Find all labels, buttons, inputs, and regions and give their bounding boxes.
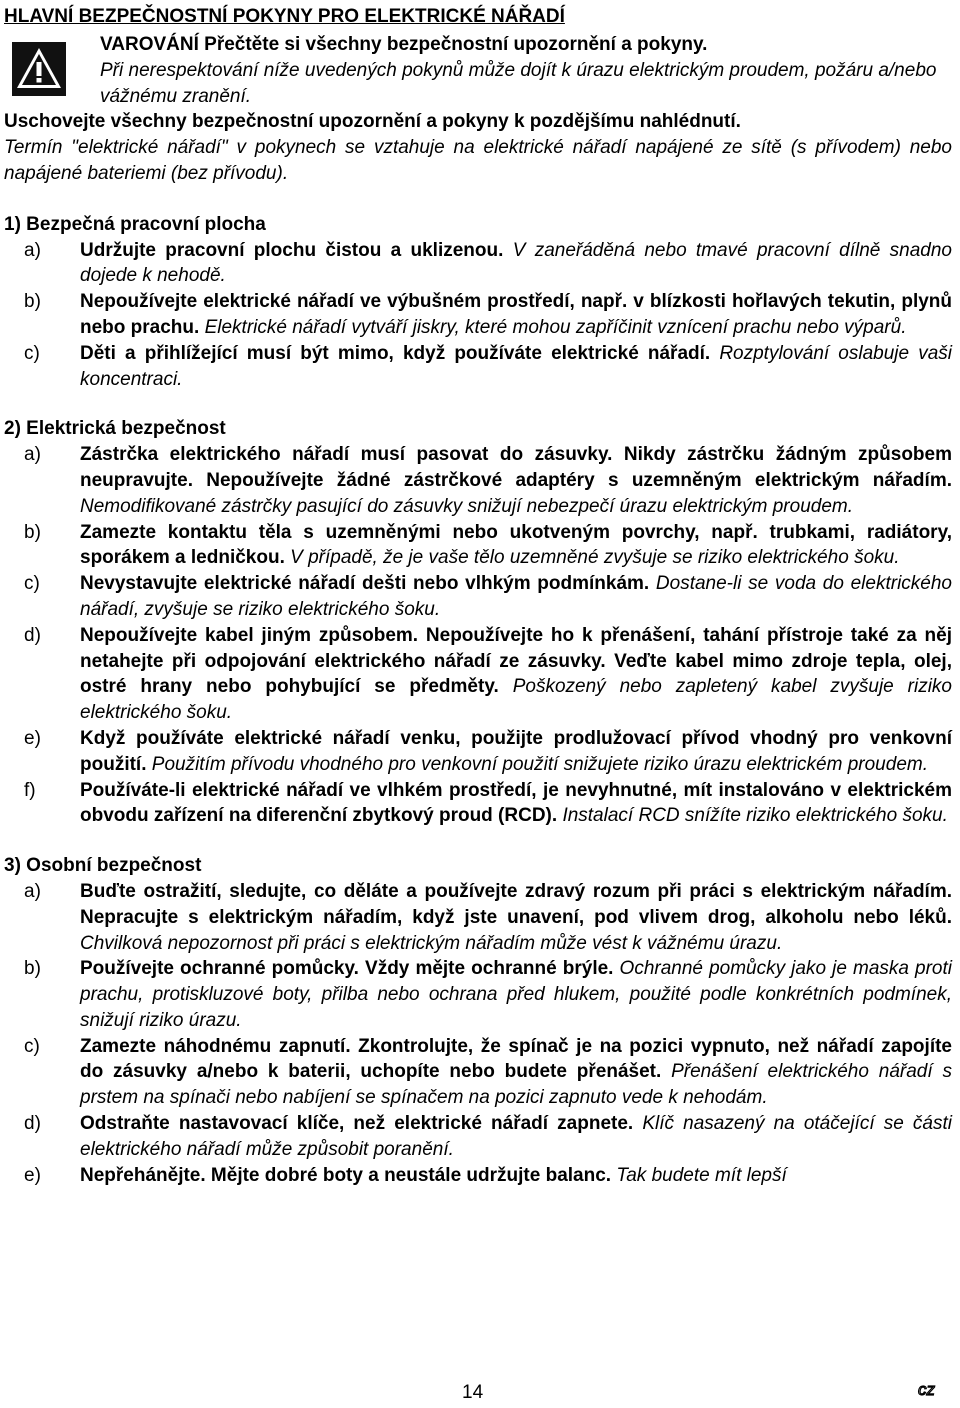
item-explanation: V případě, že je vaše tělo uzemněné zvyšuje se riziko elektrického šoku. bbox=[290, 547, 900, 569]
item-explanation: Instalací RCD snížíte riziko elektrického šoku. bbox=[562, 805, 948, 827]
section-personal-safety bbox=[4, 853, 952, 1188]
item-explanation: Elektrické nářadí vytváří jiskry, které mohou zapříčinit vznícení prachu nebo výparů. bbox=[204, 316, 907, 338]
section-electrical-safety bbox=[4, 416, 952, 829]
language-code-text: cz bbox=[918, 1380, 935, 1399]
item-explanation: Klíč nasazený na otáčející se části elektrického nářadí může způsobit poranění. bbox=[80, 1113, 952, 1160]
page-title: HLAVNÍ BEZPEČNOSTNÍ POKYNY PRO ELEKTRICKÉ NÁŘADÍ bbox=[4, 6, 565, 27]
list-item bbox=[4, 956, 952, 1033]
list-item bbox=[4, 1034, 952, 1111]
term-definition-note: Termín "elektrické nářadí" v pokynech se vztahuje na elektrické nářadí napájené ze sítě (s přívodem) nebo napájené bateriemi (bez přívodu). bbox=[4, 137, 952, 184]
item-instruction: Nepoužívejte kabel jiným způsobem. Nepoužívejte ho k přenášení, tahání přístroje také za něj netahejte při odpojování elektrického nářadí ze zásuvky. Veďte kabel mimo zdroje tepla, olej, ostré hrany nebo pohybující se předměty. bbox=[80, 624, 952, 698]
section-title: 3) Osobní bezpečnost bbox=[4, 855, 202, 877]
item-explanation: Rozptylování oslabuje vaši koncentraci. bbox=[80, 342, 952, 390]
item-explanation: Ochranné pomůcky jako je maska proti prachu, protiskluzové boty, přilba nebo ochrana před hlukem, použité podle konkrétních podmínek, snižují riziko úrazu. bbox=[80, 958, 952, 1031]
section-work-area bbox=[4, 212, 952, 393]
section-title: 2) Elektrická bezpečnost bbox=[4, 418, 226, 440]
item-explanation: Tak budete mít lepší bbox=[616, 1164, 787, 1186]
item-instruction: Používejte ochranné pomůcky. Vždy mějte ochranné brýle. bbox=[80, 958, 614, 980]
item-label: b) bbox=[24, 521, 41, 543]
item-instruction: Buďte ostražití, sledujte, co děláte a používejte zdravý rozum při práci s elektrickým nářadím. Nepracujte s elektrickým nářadím, když jste unavení, pod vlivem drog, alkoholu nebo léků. bbox=[80, 880, 952, 928]
item-label: c) bbox=[24, 1035, 40, 1057]
list-item bbox=[4, 1111, 952, 1163]
warning-triangle-icon bbox=[12, 42, 66, 96]
item-label: d) bbox=[24, 624, 41, 646]
section-title: 1) Bezpečná pracovní plocha bbox=[4, 213, 266, 235]
list-item bbox=[4, 289, 952, 341]
item-explanation: Poškozený nebo zapletený kabel zvyšuje riziko elektrického šoku. bbox=[80, 676, 952, 724]
item-instruction: Zamezte náhodnému zapnutí. Zkontrolujte, že spínač je na pozici vypnuto, než nářadí zapojíte do zásuvky a/nebo k baterii, uchopíte nebo budete přenášet. bbox=[80, 1035, 952, 1083]
item-label: e) bbox=[24, 727, 41, 749]
item-label: b) bbox=[24, 958, 41, 980]
item-instruction: Když používáte elektrické nářadí venku, použijte prodlužovací přívod vhodný pro venkovní použití. bbox=[80, 727, 952, 775]
item-explanation: V zaneřáděná nebo tmavé pracovní dílně snadno dojede k nehodě. bbox=[80, 239, 952, 287]
item-explanation: Použitím přívodu vhodného pro venkovní použití snižujete riziko úrazu elektrickém proudem. bbox=[151, 753, 928, 775]
item-label: a) bbox=[24, 880, 41, 902]
item-instruction: Zamezte kontaktu těla s uzemněnými nebo ukotveným povrchy, např. trubkami, radiátory, sporákem a ledničkou. bbox=[80, 521, 952, 569]
item-label: f) bbox=[24, 779, 36, 801]
list-item bbox=[4, 879, 952, 956]
item-instruction: Nepřeháněјte. Mějte dobré boty a neustále udržujte balanc. bbox=[80, 1164, 612, 1186]
language-code-badge bbox=[916, 1378, 944, 1402]
item-instruction: Nepoužívejte elektrické nářadí ve výbušném prostředí, např. v blízkosti hořlavých tekutin, plynů nebo prachu. bbox=[80, 291, 952, 338]
item-label: d) bbox=[24, 1113, 41, 1135]
list-item bbox=[4, 1163, 952, 1189]
item-instruction: Udržujte pracovní plochu čistou a uklizenou. bbox=[80, 239, 504, 261]
item-explanation: Nemodifikované zástrčky pasující do zásuvky snižují nebezpečí úrazu elektrickým proudem. bbox=[80, 495, 854, 517]
item-label: a) bbox=[24, 239, 41, 261]
list-item bbox=[4, 623, 952, 726]
item-label: e) bbox=[24, 1164, 41, 1186]
item-label: a) bbox=[24, 444, 41, 466]
warning-heading: VAROVÁNÍ Přečtěte si všechny bezpečnostní upozornění a pokyny. bbox=[100, 34, 708, 55]
warning-text: Při nerespektování níže uvedených pokynů může dojít k úrazu elektrickým proudem, požáru a/nebo vážnému zranění. bbox=[100, 59, 937, 107]
item-instruction: Odstraňte nastavovací klíče, než elektrické nářadí zapnete. bbox=[80, 1113, 634, 1135]
list-item bbox=[4, 520, 952, 572]
item-instruction: Děti a přihlížející musí být mimo, když používáte elektrické nářadí. bbox=[80, 342, 711, 364]
list-item bbox=[4, 341, 952, 393]
item-explanation: Chvilková nepozornost při práci s elektrickým nářadím může vést k vážnému úrazu. bbox=[80, 932, 783, 954]
item-label: b) bbox=[24, 291, 41, 313]
item-label: c) bbox=[24, 573, 40, 595]
list-item bbox=[4, 778, 952, 830]
item-instruction: Zástrčka elektrického nářadí musí pasovat do zásuvky. Nikdy zástrčku žádným způsobem neupravujte. Nepoužívejte žádné zástrčkové adaptéry s uzemněným elektrickým nářadím. bbox=[80, 444, 952, 491]
page-number: 14 bbox=[462, 1382, 484, 1403]
item-explanation: Dostane-li se voda do elektrického nářadí, zvyšuje se riziko elektrického šoku. bbox=[80, 573, 953, 620]
item-instruction: Nevystavujte elektrické nářadí dešti nebo vlhkým podmínkám. bbox=[80, 573, 650, 595]
document-page bbox=[4, 4, 952, 1188]
list-item bbox=[4, 442, 952, 519]
warning-block bbox=[4, 32, 952, 109]
list-item bbox=[4, 726, 952, 778]
list-item bbox=[4, 238, 952, 290]
item-instruction: Používáte-li elektrické nářadí ve vlhkém prostředí, je nevyhnutné, mít instalováno v elektrickém obvodu zařízení na diferenční zbytkový proud (RCD). bbox=[80, 779, 952, 827]
keep-instructions-note: Uschovejte všechny bezpečnostní upozornění a pokyny k pozdějšímu nahlédnutí. bbox=[4, 111, 741, 133]
item-label: c) bbox=[24, 342, 40, 364]
item-explanation: Přenášení elektrického nářadí s prstem na spínači nebo nabíjení se spínačem na pozici zapnuto vede k nehodám. bbox=[80, 1061, 952, 1109]
list-item bbox=[4, 571, 952, 623]
